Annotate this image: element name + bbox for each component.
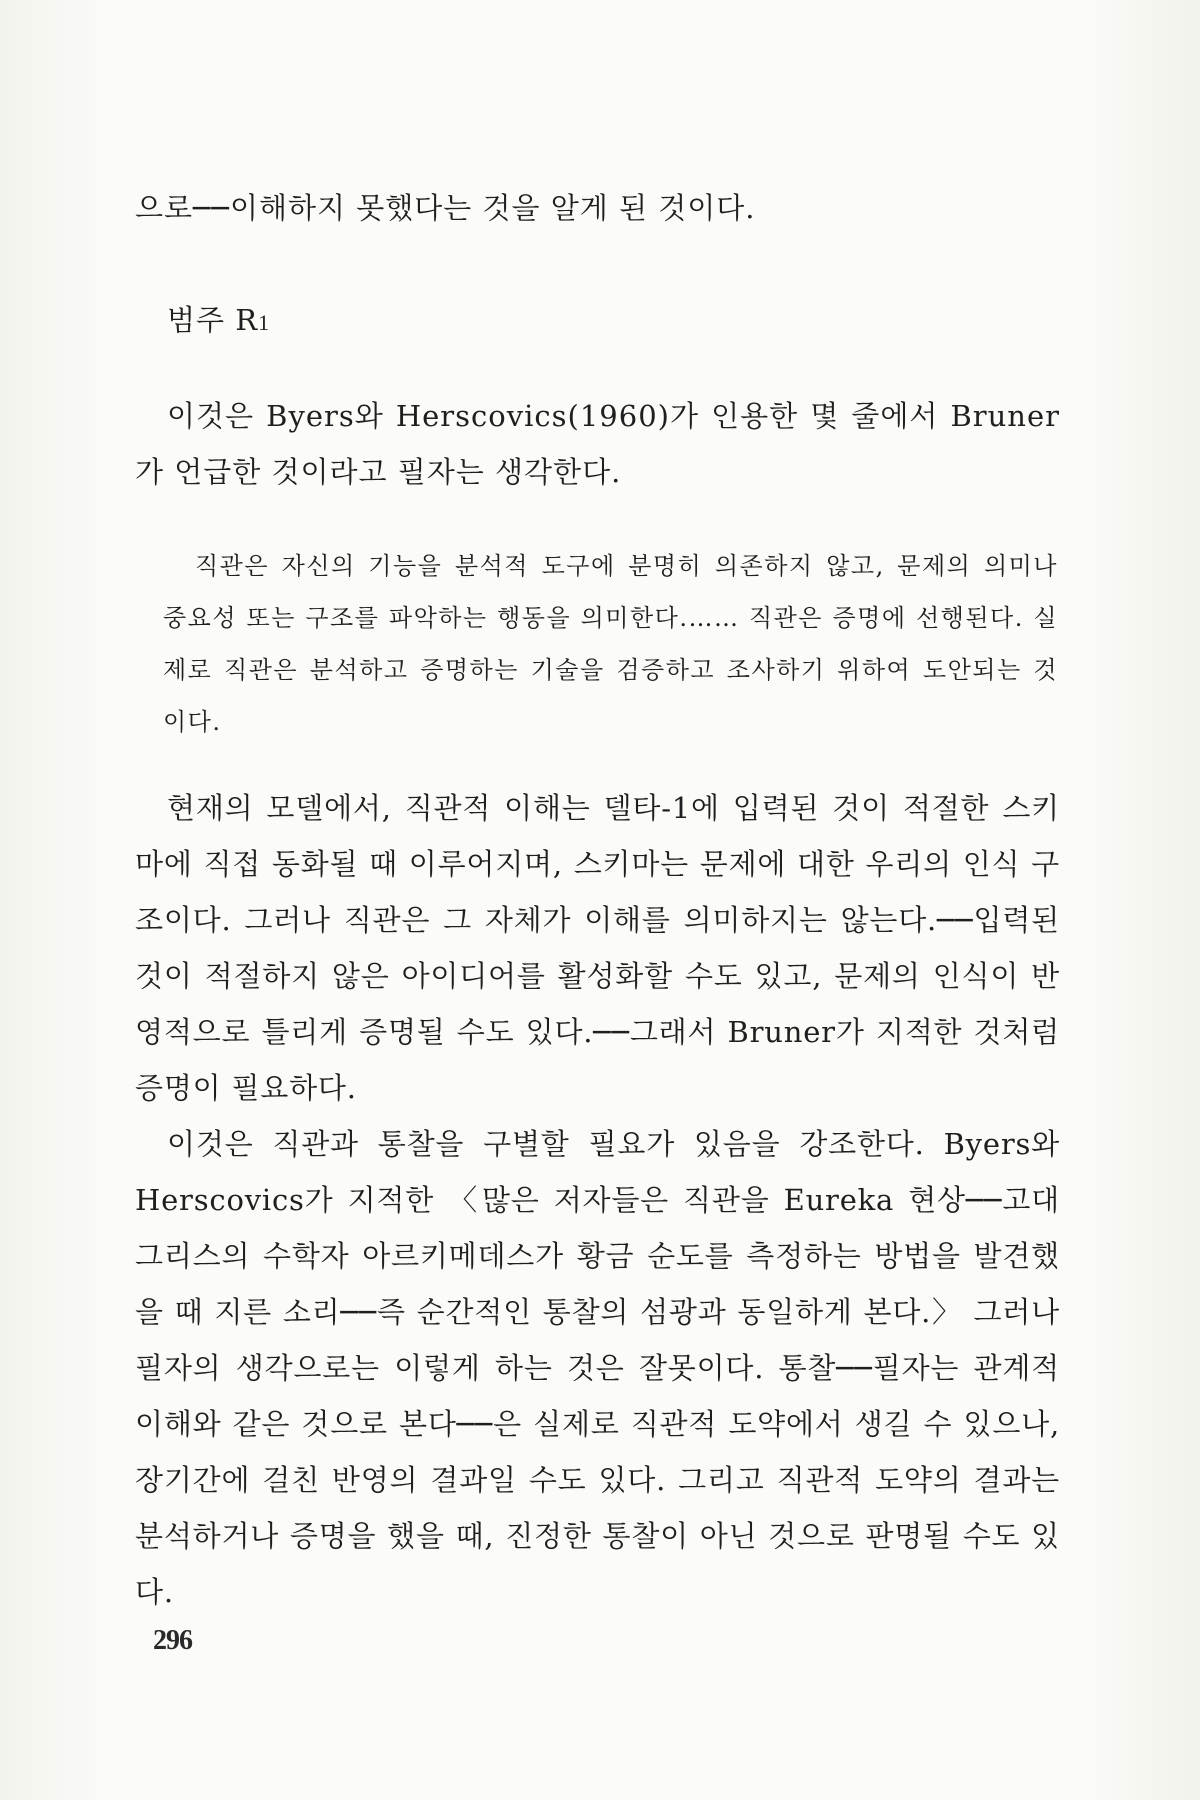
- paragraph-intro-text: 이것은 Byers와 Herscovics(1960)가 인용한 몇 줄에서 Bruner가 언급한 것이라고 필자는 생각한다.: [135, 399, 1060, 489]
- intro-line: [135, 180, 1060, 236]
- body-paragraphs: [135, 780, 1060, 1620]
- block-quote-text: 직관은 자신의 기능을 분석적 도구에 분명히 의존하지 않고, 문제의 의미나 중요성 또는 구조를 파악하는 행동을 의미한다.…… 직관은 증명에 선행된다. 실제로 직관은 분석하고 증명하는 기술을 검증하고 조사하기 위하여 도안되는 것이다.: [163, 552, 1058, 736]
- section-heading-subscript: 1: [258, 310, 270, 335]
- section-heading-text: 범주 R: [167, 303, 259, 337]
- paragraph-intro: [135, 388, 1060, 500]
- block-quote: [163, 540, 1058, 748]
- page-number: 296: [153, 1625, 192, 1656]
- intro-line-text: 으로──이해하지 못했다는 것을 알게 된 것이다.: [135, 191, 756, 225]
- paragraph-model: 현재의 모델에서, 직관적 이해는 델타-1에 입력된 것이 적절한 스키마에 직접 동화될 때 이루어지며, 스키마는 문제에 대한 우리의 인식 구조이다. 그러나 직관은 그 자체가 이해를 의미하지는 않는다.──입력된 것이 적절하지 않은 아이디어를 활성화할 수도 있고, 문제의 인식이 반영적으로 틀리게 증명될 수도 있다.──그래서 Bruner가 지적한 것처럼 증명이 필요하다.: [135, 791, 1060, 1105]
- paragraph-insight: 이것은 직관과 통찰을 구별할 필요가 있음을 강조한다. Byers와 Herscovics가 지적한 〈많은 저자들은 직관을 Eureka 현상──고대 그리스의 수학자 아르키메데스가 황금 순도를 측정하는 방법을 발견했을 때 지른 소리──즉 순간적인 통찰의 섬광과 동일하게 본다.〉 그러나 필자의 생각으로는 이렇게 하는 것은 잘못이다. 통찰──필자는 관계적 이해와 같은 것으로 본다──은 실제로 직관적 도약에서 생길 수 있으나, 장기간에 걸친 반영의 결과일 수도 있다. 그리고 직관적 도약의 결과는 분석하거나 증명을 했을 때, 진정한 통찰이 아닌 것으로 판명될 수도 있다.: [135, 1127, 1060, 1609]
- section-heading: [167, 292, 1092, 351]
